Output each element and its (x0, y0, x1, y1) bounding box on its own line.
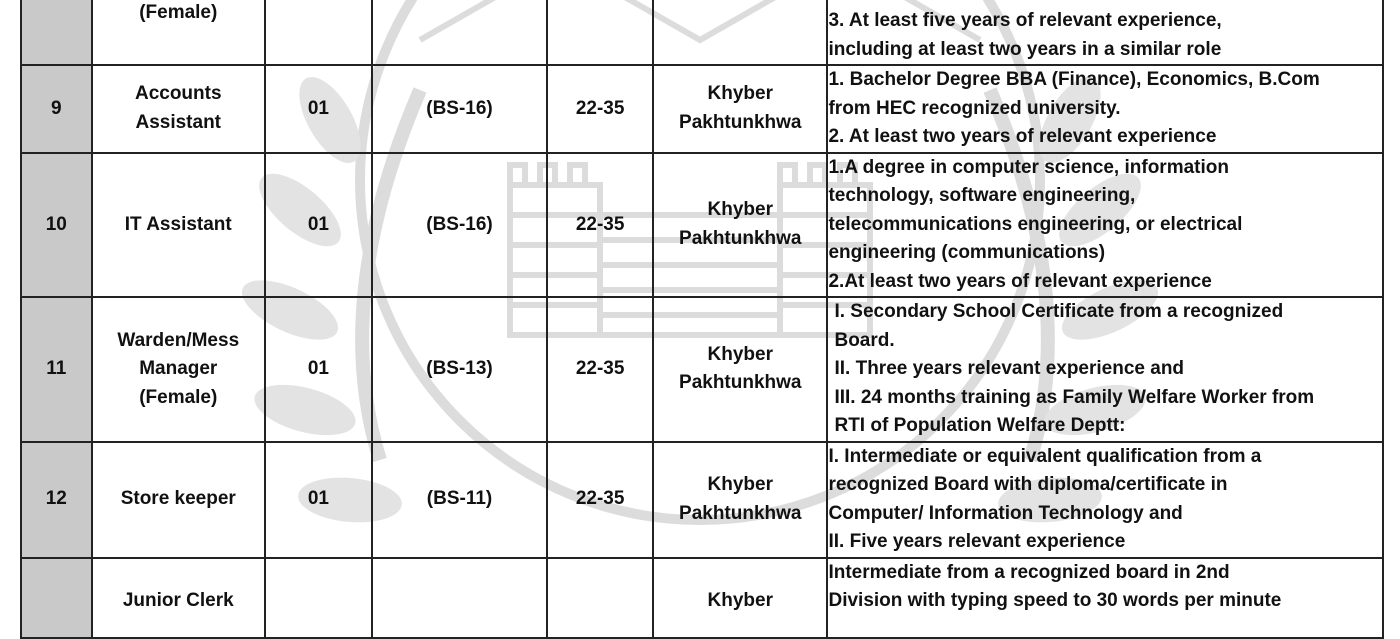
post-name-line: (Female) (139, 386, 218, 408)
qualification-line: Computer/ Information Technology and (828, 502, 1183, 524)
post-name-line: (Female) (139, 1, 218, 23)
qualification-line: from HEC recognized university. (828, 97, 1121, 119)
post-name-cell (92, 65, 265, 153)
qualification-line: 3. At least five years of relevant experience, (828, 10, 1222, 31)
pay-scale-cell: (BS-16) (372, 65, 547, 153)
post-name-line: Accounts (134, 83, 222, 105)
posts-count-cell: 01 (265, 297, 372, 442)
vacancy-table (20, 0, 1384, 639)
qualification-line: II. Three years relevant experience and (834, 358, 1185, 379)
table-row (21, 153, 1383, 298)
qualification-line: III. 24 months training as Family Welfare Worker from (834, 386, 1315, 408)
posts-count-cell: 01 (265, 153, 372, 298)
post-name-line: Warden/Mess (117, 329, 240, 351)
serial-number-cell (21, 558, 92, 638)
qualification-line: Intermediate from a recognized board in 2nd (828, 561, 1230, 583)
age-limit-cell (547, 0, 653, 65)
qualification-line: Division with typing speed to 30 words per minute (828, 590, 1282, 611)
post-name-cell (92, 153, 265, 298)
domicile-line: Pakhtunkhwa (679, 502, 802, 524)
table-row (21, 65, 1383, 153)
table-row (21, 558, 1383, 638)
qualification-cell (827, 442, 1383, 558)
qualification-line: recognized Board with diploma/certificate in (828, 474, 1228, 495)
serial-number-cell (21, 0, 92, 65)
qualification-line: 2.At least two years of relevant experience (828, 270, 1212, 292)
qualification-line: telecommunications engineering, or electrical (828, 213, 1243, 235)
age-limit-cell: 22-35 (547, 65, 653, 153)
domicile-line: Pakhtunkhwa (679, 372, 802, 394)
qualification-line: 2. At least two years of relevant experience (828, 126, 1217, 147)
pay-scale-cell: (BS-13) (372, 297, 547, 442)
qualification-cell (827, 65, 1383, 153)
post-name-line: IT Assistant (124, 213, 232, 235)
domicile-cell (653, 65, 827, 153)
qualification-cell (827, 558, 1383, 638)
domicile-line: Khyber (707, 589, 773, 611)
table-row (21, 442, 1383, 558)
qualification-line: including at least two years in a similar role (828, 38, 1222, 60)
qualification-line: Board. (834, 329, 895, 351)
post-name-line: Junior Clerk (122, 589, 234, 611)
domicile-cell (653, 558, 827, 638)
pay-scale-cell (372, 0, 547, 65)
posts-count-cell: 01 (265, 442, 372, 558)
post-name-cell (92, 0, 265, 65)
pay-scale-cell: (BS-11) (372, 442, 547, 558)
domicile-cell (653, 153, 827, 298)
qualification-line: engineering (communications) (828, 242, 1106, 263)
posts-count-cell (265, 558, 372, 638)
serial-number-cell: 10 (21, 153, 92, 298)
age-limit-cell: 22-35 (547, 153, 653, 298)
serial-number-cell: 11 (21, 297, 92, 442)
qualification-line: 1. Bachelor Degree BBA (Finance), Economics, B.Com (828, 69, 1320, 90)
domicile-line: Khyber (707, 343, 773, 365)
posts-count-cell (265, 0, 372, 65)
post-name-cell (92, 297, 265, 442)
domicile-line: Khyber (707, 474, 773, 495)
qualification-line: II. Five years relevant experience (828, 531, 1126, 552)
qualification-line: 1.A degree in computer science, information (828, 156, 1229, 178)
post-name-line: Store keeper (120, 488, 236, 510)
qualification-line: I. Secondary School Certificate from a recognized (834, 301, 1284, 322)
age-limit-cell: 22-35 (547, 442, 653, 558)
age-limit-cell (547, 558, 653, 638)
posts-count-cell: 01 (265, 65, 372, 153)
qualification-line: I. Intermediate or equivalent qualification from a (828, 445, 1262, 467)
post-name-line: Manager (139, 358, 218, 379)
qualification-line: RTI of Population Welfare Deptt: (834, 415, 1126, 436)
domicile-line: Khyber (707, 199, 773, 221)
post-name-cell (92, 558, 265, 638)
pay-scale-cell: (BS-16) (372, 153, 547, 298)
pay-scale-cell (372, 558, 547, 638)
domicile-cell (653, 0, 827, 65)
domicile-line: Pakhtunkhwa (679, 227, 802, 249)
domicile-cell (653, 442, 827, 558)
serial-number-cell: 12 (21, 442, 92, 558)
age-limit-cell: 22-35 (547, 297, 653, 442)
domicile-line: Pakhtunkhwa (679, 111, 802, 133)
post-name-line: Assistant (135, 111, 222, 133)
post-name-cell (92, 442, 265, 558)
domicile-cell (653, 297, 827, 442)
qualification-cell (827, 0, 1383, 65)
table-row (21, 297, 1383, 442)
qualification-line: technology, software engineering, (828, 185, 1136, 206)
qualification-cell (827, 297, 1383, 442)
domicile-line: Khyber (707, 83, 773, 105)
serial-number-cell: 9 (21, 65, 92, 153)
table-row (21, 0, 1383, 65)
qualification-cell (827, 153, 1383, 298)
